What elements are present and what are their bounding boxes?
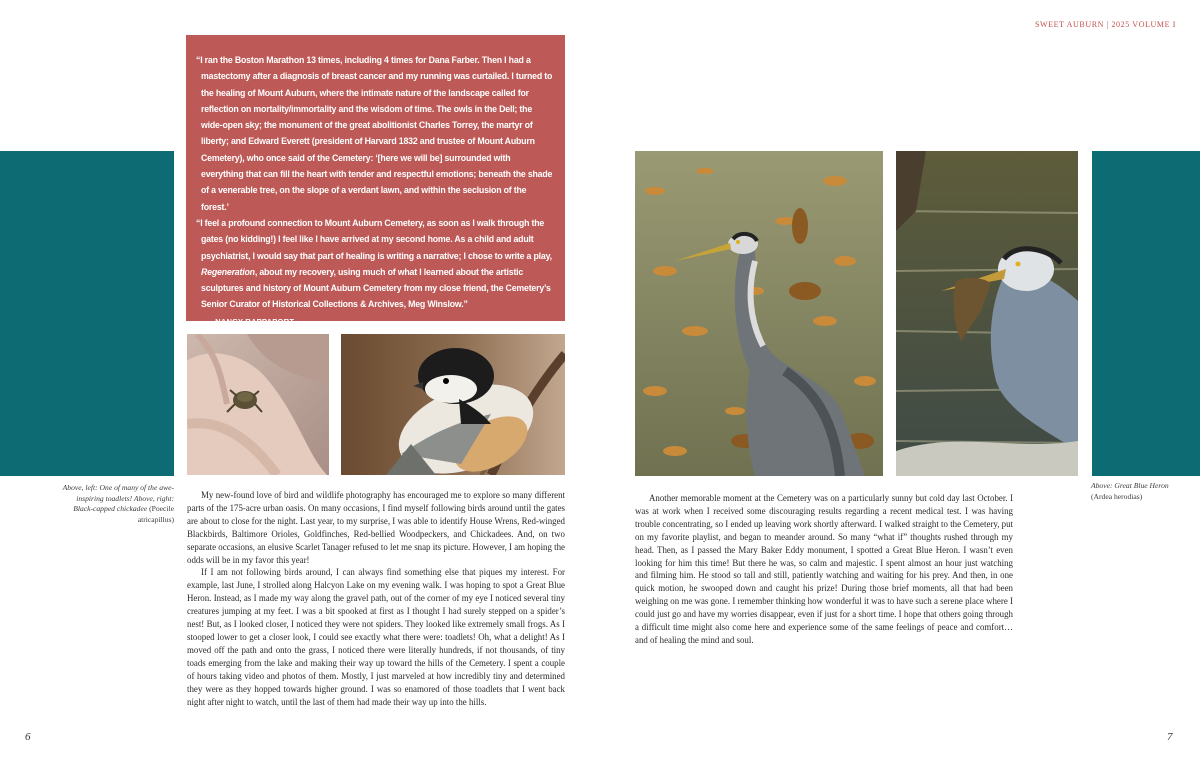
- chickadee-image: [341, 334, 565, 475]
- caption-right: [1091, 481, 1191, 502]
- quote-paragraph-1: “I ran the Boston Marathon 13 times, including 4 times for Dana Farber. Then I had a mastectomy after a diagnosis of breast cancer and my running was curtailed. I turned to the healing of Mount Auburn, where the intimate nature of the landscape called for reflection on mortality/immortality and the wisdom of time. The owls in the Dell; the wide-open sky; the monument of the great abolitionist Charles Torrey, the martyr of liberty; and Edward Everett (president of Harvard 1832 and trustee of Mount Auburn Cemetery), who once said of the Cemetery: ‘[here we will be] surrounded with everything that can fill the heart with tender and respectful emotions; beneath the shade of a venerable tree, on the slope of a verdant lawn, and within the seclusion of the forest.’: [196, 55, 553, 212]
- running-head: SWEET AUBURN | 2025 VOLUME I: [1035, 20, 1176, 29]
- body-paragraph: Another memorable moment at the Cemetery was on a particularly sunny but cold day last October. I was at work when I received some discouraging results regarding a recent medical test. I was having trouble concentrating, so I ended up leaving work shortly afterward. I walked straight to the Cemetery, put on my favorite playlist, and began to meander around. So many “what if” thoughts rushed through my head. Then, as I passed the Mary Baker Eddy monument, I spotted a Great Blue Heron. I wasn’t even looking for him this time! But there he was, so calm and majestic. I spent almost an hour just watching and filming him. He stood so tall and still, patiently watching and waiting for his prey. And then, in one quick motion, he swooped down and caught his prize! During those brief moments, all that had been weighing on me was gone. I remember thinking how wonderful it was to have such a serene place where I could just go and have my worries disappear, even if just for a short time. I hope that others going through a difficult time might also come here and experience some of the same feelings of peace and comfort…and of healing the mind and soul.: [635, 493, 1013, 645]
- quote-paragraph-2-start: “I feel a profound connection to Mount Auburn Cemetery, as soon as I walk through the gates (no kidding!) I feel like I have arrived at my second home. As a child and adult psychiatrist, I would say that part of healing is writing a narrative; I chose to write a play,: [196, 217, 552, 261]
- teal-band-left: [0, 151, 174, 476]
- heron-fish-image: [896, 151, 1078, 476]
- play-title: Regeneration: [201, 266, 255, 277]
- caption-right-label: Above: Great Blue Heron: [1091, 481, 1169, 490]
- body-column-right: [635, 492, 1013, 647]
- body-paragraph: My new-found love of bird and wildlife photography has encouraged me to explore so many different parts of the 175-acre urban oasis. On many occasions, I find myself following birds around until the gates are about to close for the night. Last year, to my surprise, I was able to identify House Wrens, Red-winged Blackbirds, Baltimore Orioles, Goldfinches, Red-bellied Woodpeckers, and Chickadees. And, on two separate occasions, an elusive Scarlet Tanager refused to let me snap its picture. However, I am hoping the odds will be in my favor this year!: [187, 490, 565, 565]
- teal-band-right: [1092, 151, 1200, 476]
- quote-attribution: — NANCY RAPPAPORT: [205, 316, 295, 326]
- pull-quote-box: [186, 35, 565, 326]
- quote-paragraph-2-end: , about my recovery, using much of what I learned about the artistic sculptures and history of Mount Auburn Cemetery from my close friend, the Cemetery’s Senior Curator of Historical Collections & Archives, Meg Winslow.”: [201, 266, 551, 310]
- page-number-left: 6: [25, 731, 31, 743]
- heron-standing-photo: [635, 151, 883, 476]
- toadlet-photo: [187, 334, 329, 475]
- page-number-right: 7: [1167, 731, 1173, 743]
- chickadee-photo: [341, 334, 565, 475]
- caption-left-text: Above, left: One of many of the awe-inspiring toadlets! Above, right: Black-capped chickadee: [62, 483, 174, 513]
- caption-left-latin: (Poecile atricapillus): [137, 504, 174, 524]
- caption-left: [60, 483, 174, 525]
- body-column-left: [187, 489, 565, 708]
- heron-fish-photo: [896, 151, 1078, 476]
- toadlet-image: [187, 334, 329, 475]
- caption-right-latin: (Ardea herodias): [1091, 491, 1143, 501]
- heron-standing-image: [635, 151, 883, 476]
- body-paragraph: If I am not following birds around, I can always find something else that piques my interest. For example, last June, I strolled along Halcyon Lake on my evening walk. I was hoping to spot a Great Blue Heron. Instead, as I made my way along the gravel path, out of the corner of my eye I noticed several tiny creatures jumping at my feet. I was a bit spooked at first as I thought I had surely stepped on a spider’s nest! But, as I looked closer, I noticed they were not spiders. They looked like extremely small frogs. As I stooped lower to get a closer look, I could see exactly what there were: toadlets! Oh, what a delight! As I moved off the path and onto the grass, I noticed there were literally hundreds, if not thousands, of tiny toads emerging from the lake and making their way up toward the hills of the Cemetery. I spent a couple of hours taking video and photos of them. Mostly, I just marveled at how incredibly tiny and determined they were as they hopped towards higher ground. I was so enamored of those toadlets that I went back night after night to watch, until the last of them had made their way up into the hills.: [187, 567, 565, 707]
- quote-paragraph-2: [196, 215, 555, 313]
